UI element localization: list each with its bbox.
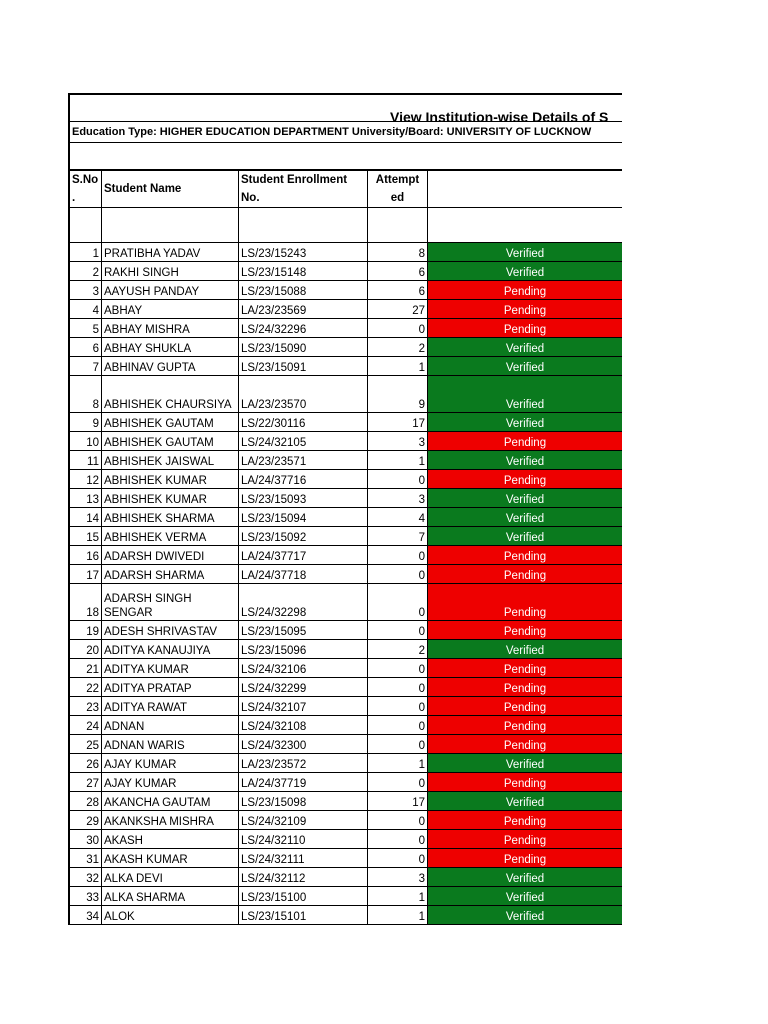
cell-student-name: ABHISHEK VERMA [102,527,239,546]
page-title: View Institution-wise Details of S [390,109,609,122]
cell-enrollment: LS/23/15093 [239,489,368,508]
cell-sno: 3 [70,281,102,300]
cell-enrollment: LS/23/15090 [239,338,368,357]
header-enrollment: Student Enrollment No. [239,171,368,208]
cell-status: Pending [428,697,623,716]
cell-attempted: 1 [368,451,428,470]
spacer-cell [368,208,428,243]
cell-status: Verified [428,868,623,887]
cell-sno: 14 [70,508,102,527]
cell-student-name: ABHISHEK GAUTAM [102,413,239,432]
header-spacer-row [70,208,622,243]
cell-enrollment: LS/23/15095 [239,621,368,640]
cell-sno: 4 [70,300,102,319]
cell-sno: 13 [70,489,102,508]
header-attempted: Attempt ed [368,171,428,208]
cell-status: Pending [428,281,623,300]
cell-status: Verified [428,887,623,906]
table-row [70,906,622,925]
cell-status: Pending [428,319,623,338]
cell-student-name: ABHISHEK SHARMA [102,508,239,527]
cell-student-name: ADITYA KANAUJIYA [102,640,239,659]
cell-status: Pending [428,811,623,830]
cell-enrollment: LS/24/32112 [239,868,368,887]
table-row [70,887,622,906]
table-row [70,508,622,527]
table-row [70,262,622,281]
cell-status: Verified [428,527,623,546]
cell-enrollment: LS/24/32106 [239,659,368,678]
cell-attempted: 17 [368,792,428,811]
cell-attempted: 2 [368,640,428,659]
cell-enrollment: LS/23/15096 [239,640,368,659]
cell-attempted: 0 [368,621,428,640]
cell-attempted: 1 [368,906,428,925]
cell-student-name: ADARSH SHARMA [102,565,239,584]
table-row [70,716,622,735]
cell-enrollment: LS/24/32300 [239,735,368,754]
cell-sno: 18 [70,584,102,621]
table-row [70,697,622,716]
table-row [70,868,622,887]
cell-enrollment: LA/24/37718 [239,565,368,584]
cell-student-name: ADITYA KUMAR [102,659,239,678]
cell-status: Pending [428,830,623,849]
cell-attempted: 1 [368,754,428,773]
cell-attempted: 0 [368,584,428,621]
cell-student-name: ABHISHEK GAUTAM [102,432,239,451]
cell-sno: 19 [70,621,102,640]
cell-status: Verified [428,640,623,659]
cell-student-name: ALKA DEVI [102,868,239,887]
cell-attempted: 1 [368,357,428,376]
table-row [70,754,622,773]
cell-student-name: ADNAN WARIS [102,735,239,754]
cell-status: Pending [428,300,623,319]
cell-student-name: AJAY KUMAR [102,773,239,792]
cell-student-name: ALOK [102,906,239,925]
cell-attempted: 3 [368,489,428,508]
cell-sno: 33 [70,887,102,906]
cell-sno: 8 [70,376,102,413]
table-row [70,678,622,697]
cell-status: Pending [428,773,623,792]
table-row [70,357,622,376]
cell-enrollment: LA/24/37717 [239,546,368,565]
cell-attempted: 0 [368,319,428,338]
table-body [70,243,622,925]
table-row [70,470,622,489]
cell-sno: 17 [70,565,102,584]
cell-sno: 30 [70,830,102,849]
cell-enrollment: LA/23/23572 [239,754,368,773]
table-row [70,640,622,659]
cell-enrollment: LS/24/32111 [239,849,368,868]
cell-attempted: 6 [368,262,428,281]
table-row [70,659,622,678]
cell-enrollment: LS/24/32109 [239,811,368,830]
cell-attempted: 1 [368,887,428,906]
cell-status: Pending [428,659,623,678]
cell-status: Verified [428,413,623,432]
cell-sno: 32 [70,868,102,887]
cell-sno: 1 [70,243,102,262]
table-row [70,811,622,830]
spacer-cell [102,208,239,243]
spreadsheet [68,93,622,925]
cell-enrollment: LA/23/23570 [239,376,368,413]
cell-sno: 16 [70,546,102,565]
cell-status: Verified [428,243,623,262]
cell-status: Pending [428,546,623,565]
cell-status: Verified [428,792,623,811]
table-row [70,773,622,792]
cell-sno: 15 [70,527,102,546]
cell-attempted: 0 [368,697,428,716]
cell-attempted: 2 [368,338,428,357]
cell-status: Verified [428,754,623,773]
table-row [70,546,622,565]
table-row [70,849,622,868]
table-row [70,735,622,754]
cell-student-name: ADITYA PRATAP [102,678,239,697]
cell-attempted: 3 [368,432,428,451]
cell-status: Pending [428,470,623,489]
cell-sno: 9 [70,413,102,432]
cell-enrollment: LS/24/32108 [239,716,368,735]
table-row [70,584,622,621]
cell-attempted: 0 [368,773,428,792]
cell-enrollment: LS/23/15088 [239,281,368,300]
spacer-cell [428,208,623,243]
cell-sno: 27 [70,773,102,792]
cell-sno: 12 [70,470,102,489]
cell-attempted: 0 [368,735,428,754]
table-row [70,792,622,811]
cell-student-name: ADARSH SINGH SENGAR [102,584,239,621]
cell-student-name: ALKA SHARMA [102,887,239,906]
cell-sno: 29 [70,811,102,830]
cell-attempted: 7 [368,527,428,546]
cell-enrollment: LS/23/15243 [239,243,368,262]
cell-sno: 34 [70,906,102,925]
cell-status: Verified [428,489,623,508]
table-row [70,376,622,413]
cell-status: Pending [428,584,623,621]
cell-sno: 28 [70,792,102,811]
table-row [70,451,622,470]
cell-attempted: 0 [368,678,428,697]
cell-attempted: 17 [368,413,428,432]
blank-row [70,143,622,171]
cell-sno: 2 [70,262,102,281]
cell-enrollment: LA/24/37719 [239,773,368,792]
cell-sno: 26 [70,754,102,773]
cell-attempted: 3 [368,868,428,887]
table-row [70,413,622,432]
cell-student-name: ABHAY SHUKLA [102,338,239,357]
cell-attempted: 0 [368,659,428,678]
cell-enrollment: LA/23/23569 [239,300,368,319]
table-row [70,565,622,584]
cell-enrollment: LA/23/23571 [239,451,368,470]
cell-student-name: ADESH SHRIVASTAV [102,621,239,640]
cell-status: Verified [428,357,623,376]
cell-status: Pending [428,565,623,584]
cell-status: Pending [428,716,623,735]
cell-enrollment: LS/23/15100 [239,887,368,906]
cell-enrollment: LS/23/15094 [239,508,368,527]
cell-status: Pending [428,621,623,640]
table-row [70,621,622,640]
cell-sno: 20 [70,640,102,659]
cell-enrollment: LS/23/15092 [239,527,368,546]
cell-enrollment: LS/23/15148 [239,262,368,281]
header-status [428,171,623,208]
cell-student-name: AKANKSHA MISHRA [102,811,239,830]
cell-status: Verified [428,906,623,925]
header-sno: S.No . [70,171,102,208]
cell-attempted: 0 [368,546,428,565]
cell-status: Verified [428,338,623,357]
cell-sno: 5 [70,319,102,338]
cell-student-name: ABHISHEK KUMAR [102,489,239,508]
cell-enrollment: LS/23/15091 [239,357,368,376]
cell-sno: 21 [70,659,102,678]
table-row [70,338,622,357]
cell-status: Verified [428,376,623,413]
cell-attempted: 0 [368,830,428,849]
table-row [70,281,622,300]
cell-student-name: ABHAY MISHRA [102,319,239,338]
cell-sno: 24 [70,716,102,735]
cell-enrollment: LS/22/30116 [239,413,368,432]
cell-sno: 7 [70,357,102,376]
cell-sno: 11 [70,451,102,470]
cell-attempted: 9 [368,376,428,413]
table-row [70,830,622,849]
table-row [70,243,622,262]
cell-attempted: 4 [368,508,428,527]
cell-attempted: 8 [368,243,428,262]
cell-student-name: AKASH [102,830,239,849]
cell-enrollment: LS/23/15098 [239,792,368,811]
cell-sno: 10 [70,432,102,451]
cell-enrollment: LA/24/37716 [239,470,368,489]
cell-student-name: ADARSH DWIVEDI [102,546,239,565]
student-table [70,171,622,925]
cell-enrollment: LS/24/32110 [239,830,368,849]
cell-attempted: 0 [368,811,428,830]
cell-student-name: AKASH KUMAR [102,849,239,868]
cell-status: Pending [428,432,623,451]
cell-attempted: 0 [368,716,428,735]
cell-attempted: 6 [368,281,428,300]
cell-student-name: PRATIBHA YADAV [102,243,239,262]
table-row [70,300,622,319]
cell-student-name: AJAY KUMAR [102,754,239,773]
cell-enrollment: LS/24/32298 [239,584,368,621]
table-row [70,432,622,451]
table-row [70,319,622,338]
cell-attempted: 27 [368,300,428,319]
header-row [70,171,622,208]
cell-status: Verified [428,508,623,527]
cell-sno: 23 [70,697,102,716]
title-row [70,95,622,122]
education-info: Education Type: HIGHER EDUCATION DEPARTMENT University/Board: UNIVERSITY OF LUCKNOW [70,122,622,143]
cell-student-name: ABHISHEK KUMAR [102,470,239,489]
cell-student-name: ADNAN [102,716,239,735]
cell-attempted: 0 [368,565,428,584]
cell-status: Pending [428,678,623,697]
cell-student-name: ABHISHEK CHAURSIYA [102,376,239,413]
table-row [70,527,622,546]
cell-status: Pending [428,849,623,868]
cell-enrollment: LS/24/32107 [239,697,368,716]
cell-attempted: 0 [368,470,428,489]
cell-student-name: AKANCHA GAUTAM [102,792,239,811]
spacer-cell [70,208,102,243]
cell-status: Verified [428,451,623,470]
cell-sno: 31 [70,849,102,868]
cell-enrollment: LS/23/15101 [239,906,368,925]
cell-enrollment: LS/24/32299 [239,678,368,697]
cell-student-name: ABHINAV GUPTA [102,357,239,376]
cell-student-name: ABHISHEK JAISWAL [102,451,239,470]
cell-enrollment: LS/24/32105 [239,432,368,451]
cell-sno: 22 [70,678,102,697]
cell-status: Pending [428,735,623,754]
cell-enrollment: LS/24/32296 [239,319,368,338]
cell-sno: 6 [70,338,102,357]
cell-sno: 25 [70,735,102,754]
spacer-cell [239,208,368,243]
cell-student-name: RAKHI SINGH [102,262,239,281]
table-row [70,489,622,508]
cell-attempted: 0 [368,849,428,868]
header-student-name: Student Name [102,171,239,208]
cell-student-name: AAYUSH PANDAY [102,281,239,300]
cell-status: Verified [428,262,623,281]
cell-student-name: ABHAY [102,300,239,319]
cell-student-name: ADITYA RAWAT [102,697,239,716]
